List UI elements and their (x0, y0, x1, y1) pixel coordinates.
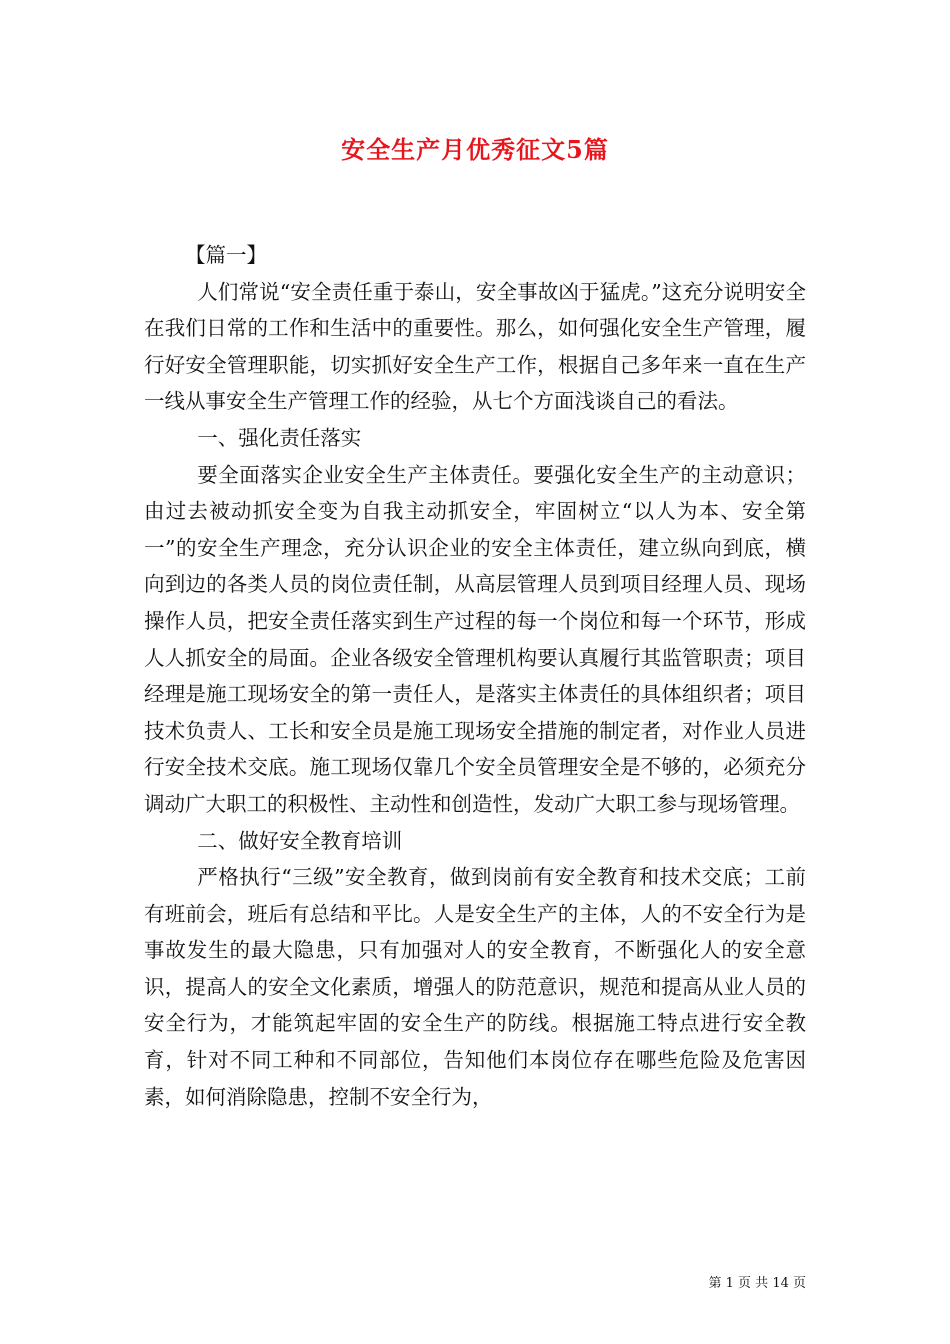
section-heading-2: 二、做好安全教育培训 (197, 828, 403, 853)
section-2-paragraph: 严格执行“三级”安全教育，做到岗前有安全教育和技术交底；工前有班前会，班后有总结和平比。人是安全生产的主体，人的不安全行为是事故发生的最大隐患，只有加强对人的安全教育，不断强化人的安全意识，提高人的安全文化素质，增强人的防范意识，规范和提高从业人员的安全行为，才能筑起牢固的安全生产的防线。根据施工特点进行安全教育，针对不同工种和不同部位，告知他们本岗位存在哪些危险及危害因素，如何消除隐患，控制不安全行为， (144, 865, 806, 1109)
intro-paragraph: 人们常说“安全责任重于泰山，安全事故凶于猛虎。”这充分说明安全在我们日常的工作和生活中的重要性。那么，如何强化安全生产管理，履行好安全管理职能，切实抓好安全生产工作，根据自己多年来一直在生产一线从事安全生产管理工作的经验，从七个方面浅谈自己的看法。 (144, 279, 806, 414)
document-body (144, 237, 806, 1115)
document-title: 安全生产月优秀征文5篇 (341, 135, 609, 164)
section-1-paragraph: 要全面落实企业安全生产主体责任。要强化安全生产的主动意识；由过去被动抓安全变为自我主动抓安全，牢固树立“以人为本、安全第一”的安全生产理念，充分认识企业的安全主体责任，建立纵向到底，横向到边的各类人员的岗位责任制，从高层管理人员到项目经理人员、现场操作人员，把安全责任落实到生产过程的每一个岗位和每一个环节，形成人人抓安全的局面。企业各级安全管理机构要认真履行其监管职责；项目经理是施工现场安全的第一责任人，是落实主体责任的具体组织者；项目技术负责人、工长和安全员是施工现场安全措施的制定者，对作业人员进行安全技术交底。施工现场仅靠几个安全员管理安全是不够的，必须充分调动广大职工的积极性、主动性和创造性，发动广大职工参与现场管理。 (144, 462, 806, 816)
page-number: 第 1 页 共 14 页 (708, 1276, 806, 1291)
section-heading-1: 一、强化责任落实 (197, 425, 362, 450)
section-tag: 【篇一】 (185, 243, 267, 267)
